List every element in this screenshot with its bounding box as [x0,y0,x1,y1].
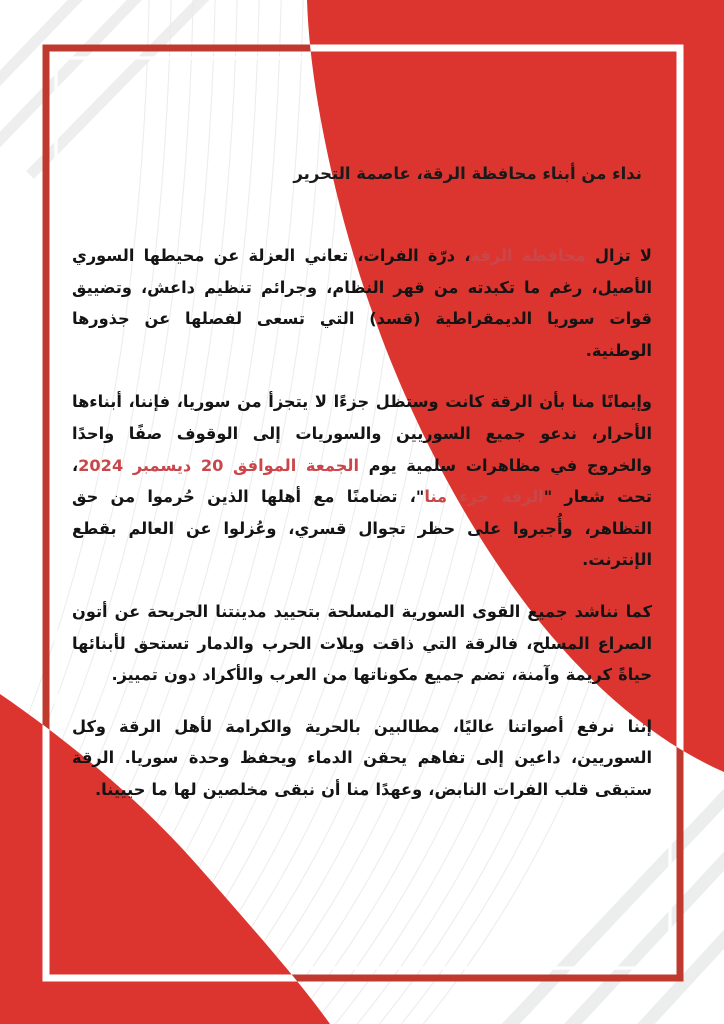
body-text: لا تزال [585,246,652,266]
paragraph-4 [72,711,652,806]
highlight-text: الرقة جزء منا [424,487,544,507]
body-text: إننا نرفع أصواتنا عاليًا، مطالبين بالحرية والكرامة لأهل الرقة وكل السوريين، داعين إلى تفاهم يحقن الدماء ويحفظ وحدة سوريا. الرقة ستبقى قلب الفرات النابض، وعهدًا منا أن نبقى مخلصين لها ما حييينا. [72,716,652,799]
body-text: كما نناشد جميع القوى السورية المسلحة بتحييد مدينتنا الجريحة عن أتون الصراع المسلح، فالرقة التي ذاقت ويلات الحرب والدمار تستحق لأبنائها حياةً كريمة وآمنة، تضم جميع مكوناتها من العرب والأكراد دون تمييز. [72,601,652,685]
body-text: ، تحت شعار " [72,455,653,507]
document-body [72,160,652,810]
body-text: "، تضامنًا مع أهلها الذين حُرموا من حق التظاهر، وأُجبروا على حظر تجوال قسري، وعُزلوا عن العالم بقطع الإنترنت. [72,487,652,570]
body-text: ، درّة الفرات، تعاني العزلة عن محيطها السوري الأصيل، رغم ما تكبدته من قهر النظام، وجرائم تنظيم داعش، وتضييق قوات سوريا الديمقراطية (قسد) التي تسعى لفصلها عن جذورها الوطنية. [72,246,652,360]
paragraph-2 [72,386,652,576]
page-title: نداء من أبناء محافظة الرقة، عاصمة التحرير [293,164,642,183]
paragraph-3 [72,596,652,691]
highlight-text: الجمعة الموافق 20 ديسمبر 2024 [78,455,360,475]
highlight-text: محافظة الرقة [470,246,586,266]
body-text: وإيمانًا منا بأن الرقة كانت وستظل جزءًا لا يتجزأ من سوريا، فإننا، أبناءها الأحرار، ندعو جميع السوريين والسوريات إلى الوقوف صفًا واحدًا والخروج في مظاهرات سلمية يوم [72,392,652,475]
paragraph-1 [72,240,652,366]
